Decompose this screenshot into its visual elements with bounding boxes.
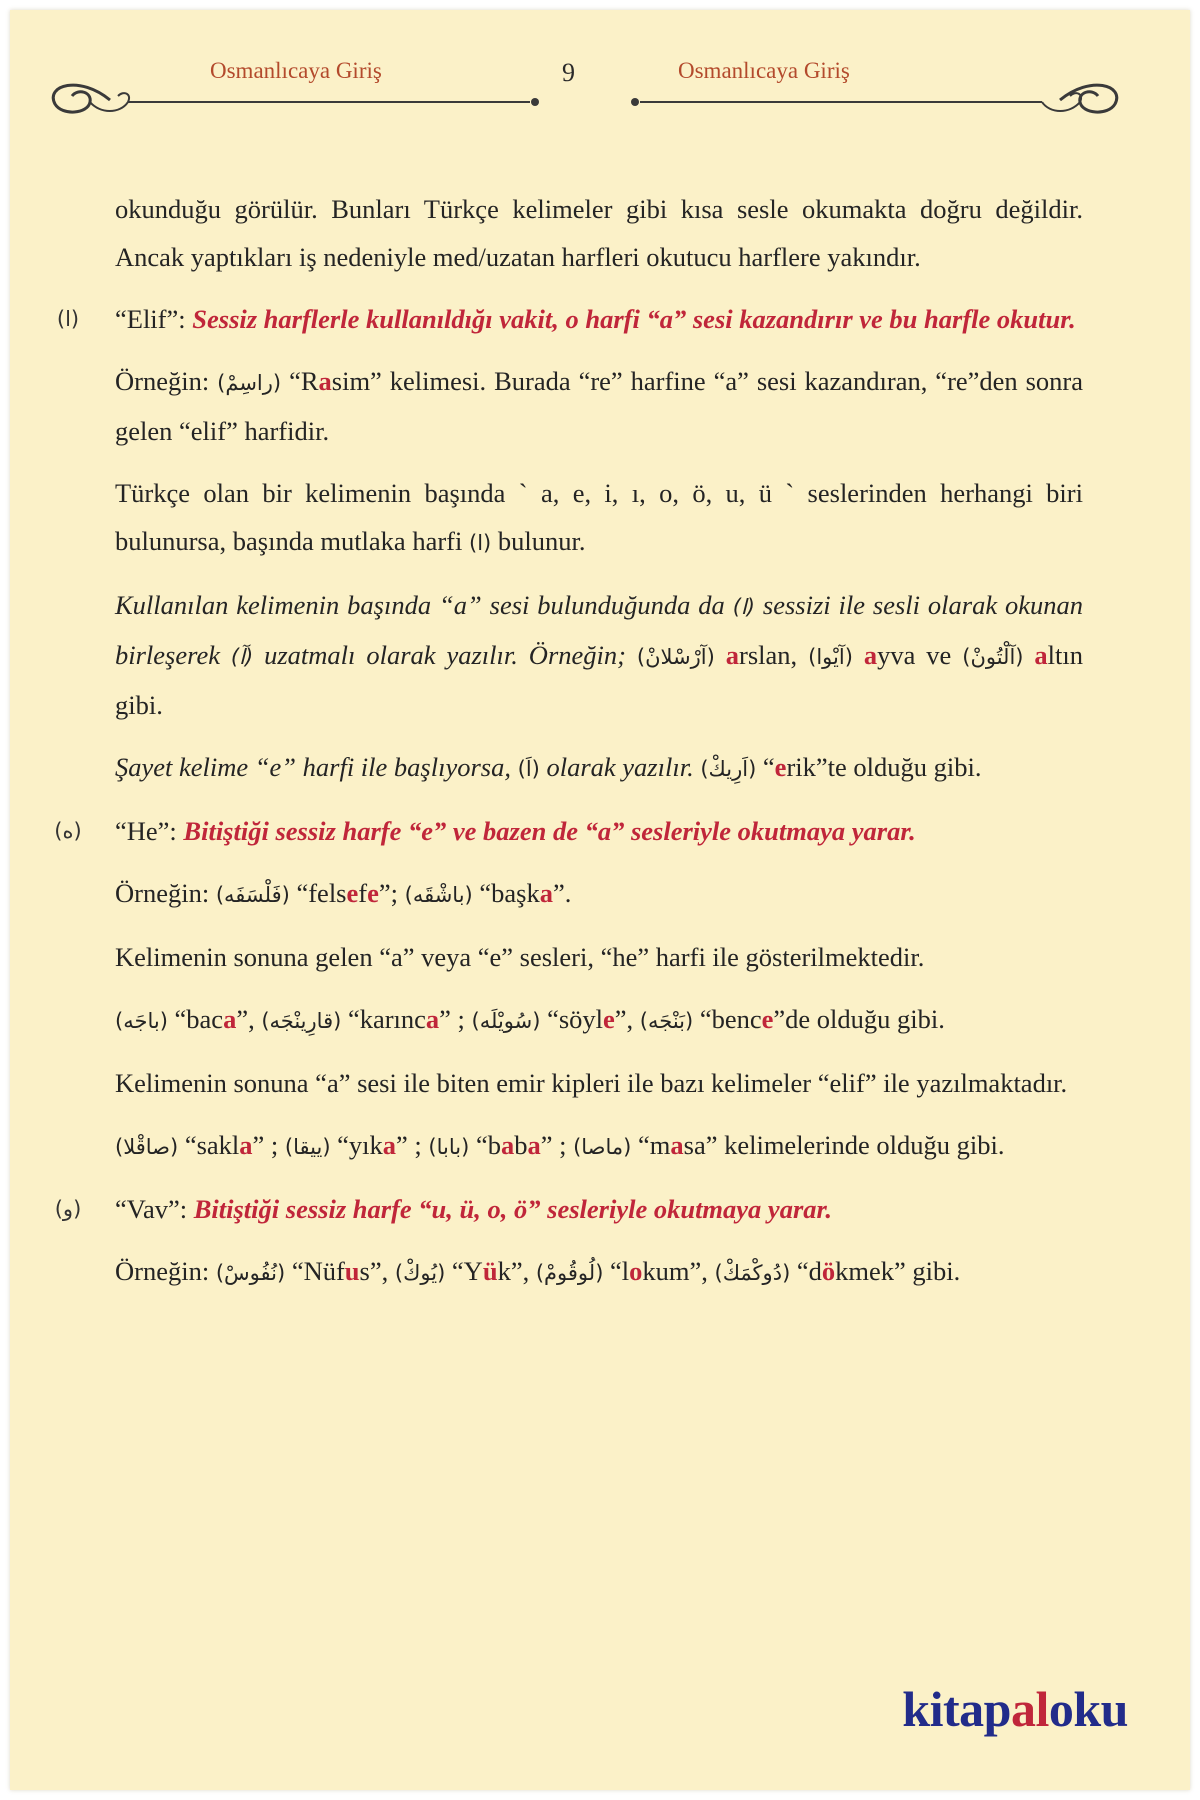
text-fragment: Kullanılan kelimenin başında “a” sesi bulunduğunda da (115, 590, 725, 620)
vav-rule-text: Bitiştiği sessiz harfe “u, ü, o, ö” sesleriyle okutmaya yarar. (193, 1194, 832, 1224)
arabic-word: (آلْتُونْ) (962, 645, 1024, 669)
text-fragment: “R (289, 366, 319, 396)
highlight-letter: e (603, 1004, 615, 1034)
arabic-word: (ا) (732, 595, 755, 619)
text-fragment: ” ; (439, 1004, 465, 1034)
he-rule (54, 807, 1083, 855)
text-fragment: “fels (296, 878, 347, 908)
text-fragment: “sakl (184, 1130, 240, 1160)
text-fragment: “b (475, 1130, 501, 1160)
page-number: 9 (562, 58, 575, 87)
watermark-part: oku (1048, 1681, 1128, 1737)
text-fragment: ”, (236, 1004, 255, 1034)
highlight-letter: a (670, 1130, 684, 1160)
elif-rule-text: Sessiz harflerle kullanıldığı vakit, o harfi “a” sesi kazandırır ve bu harfle okutur. (192, 304, 1076, 334)
arabic-word: (آ) (230, 645, 254, 669)
text-fragment: rslan, (739, 640, 798, 670)
text-fragment: “benc (699, 1004, 762, 1034)
text-fragment: “ (762, 752, 775, 782)
header-ornament-left (40, 80, 560, 120)
he-name: “He”: (115, 816, 177, 846)
text-fragment: “Y (451, 1256, 483, 1286)
text-fragment: “m (638, 1130, 671, 1160)
header-ornament-right (610, 80, 1130, 120)
text-fragment: ”; (378, 878, 398, 908)
text-fragment: “d (796, 1256, 822, 1286)
he-note: Kelimenin sonuna gelen “a” veya “e” sesleri, “he” harfi ile gösterilmektedir. (115, 942, 925, 972)
arabic-word: (ييقا) (284, 1135, 331, 1159)
highlight-letter: e (346, 878, 359, 908)
elif-sayet (115, 743, 1083, 793)
highlight-letter: ü (482, 1256, 498, 1286)
he-rule-text: Bitiştiği sessiz harfe “e” ve bazen de “a” sesleriyle okutmaya yarar. (183, 816, 916, 846)
text-fragment: kmek” gibi. (835, 1256, 961, 1286)
highlight-letter: a (1034, 640, 1048, 670)
book-page (10, 10, 1190, 1790)
highlight-letter: e (367, 878, 379, 908)
highlight-letter: a (223, 1004, 237, 1034)
arabic-word: (باجَه) (115, 1009, 168, 1033)
arabic-word: (اَرِيكْ) (700, 757, 757, 781)
text-fragment: rik”te olduğu gibi. (786, 752, 982, 782)
text-fragment: sessizi ile sesli olarak okunan birleşerek (115, 590, 1084, 670)
highlight-letter: a (382, 1130, 397, 1160)
elif-italic-note (115, 581, 1083, 729)
arabic-word: (بابا) (428, 1135, 470, 1159)
text-fragment: sa” kelimelerinde olduğu gibi. (683, 1130, 1005, 1160)
vav-name: “Vav”: (115, 1194, 188, 1224)
highlight-letter: a (500, 1130, 515, 1160)
highlight-letter: a (318, 366, 332, 396)
watermark-logo (902, 1680, 1128, 1738)
highlight-letter: o (629, 1256, 643, 1286)
arabic-word: (ماصا) (573, 1135, 632, 1159)
text-fragment: bulunur. (497, 526, 586, 556)
header-title-right: Osmanlıcaya Giriş (678, 58, 850, 83)
vav-marker: (و) (54, 1197, 82, 1221)
text-fragment: “l (610, 1256, 630, 1286)
arabic-word: (آرْسْلانْ) (636, 645, 715, 669)
arabic-word: (بَنْجَه) (639, 1009, 694, 1033)
arabic-word: (باشْقَه) (404, 883, 473, 907)
paragraph-intro: okunduğu görülür. Bunları Türkçe kelimeler gibi kısa sesle okumakta doğru değildir. Ancak yaptıkları iş nedeniyle med/uzatan harfleri okutucu harflere yakındır. (115, 194, 1083, 272)
highlight-letter: a (863, 640, 878, 670)
text-fragment: olarak yazılır. (546, 752, 694, 782)
he-example (115, 869, 1083, 919)
example-label: Örneğin: (115, 366, 210, 396)
he-examples (115, 995, 1083, 1045)
text-fragment: s”, (359, 1256, 389, 1286)
example-label: Örneğin: (115, 878, 210, 908)
highlight-letter: ö (821, 1256, 836, 1286)
elif-rule (56, 295, 1083, 343)
text-fragment: b (514, 1130, 528, 1160)
text-fragment: ”de olduğu gibi. (773, 1004, 945, 1034)
text-fragment: “yık (337, 1130, 383, 1160)
text-fragment: “karınc (347, 1004, 426, 1034)
arabic-word: (اَ) (517, 757, 540, 781)
text-fragment: k”, (497, 1256, 530, 1286)
vav-rule (54, 1185, 1083, 1233)
arabic-word: (لُوقُومْ) (535, 1261, 604, 1285)
text-fragment: yva ve (877, 640, 952, 670)
header-title-left: Osmanlıcaya Giriş (210, 58, 382, 83)
text-fragment: Şayet kelime “e” harfi ile başlıyorsa, (115, 752, 511, 782)
text-fragment: ” ; (252, 1130, 279, 1160)
watermark-part: kitap (902, 1681, 1011, 1737)
elif-name: “Elif”: (115, 304, 186, 334)
highlight-letter: a (725, 640, 740, 670)
page-header (10, 10, 1190, 140)
highlight-letter: e (774, 752, 787, 782)
highlight-letter: a (539, 878, 553, 908)
watermark-part: al (1010, 1681, 1049, 1737)
text-fragment: uzatmalı olarak yazılır. Örneğin; (264, 640, 626, 670)
arabic-word: (صاقْلا) (115, 1135, 179, 1159)
text-fragment: ” ; (540, 1130, 567, 1160)
he-marker: (ه) (54, 819, 82, 843)
arabic-word: (يُوكْ) (394, 1261, 446, 1285)
text-fragment: ltın gibi. (115, 640, 1084, 720)
elif-marker: (ا) (56, 307, 80, 331)
vav-example (115, 1247, 1083, 1297)
text-fragment: “başk (479, 878, 540, 908)
page-body (54, 185, 1084, 1311)
text-fragment: ” ; (396, 1130, 422, 1160)
arabic-word: (قارِينْجَه) (261, 1009, 342, 1033)
text-fragment: f (358, 878, 368, 908)
elif-example (115, 357, 1083, 455)
highlight-letter: a (239, 1130, 253, 1160)
text-fragment: sim” kelimesi. Burada “re” harfine “a” sesi kazandıran, “re”den sonra gelen “elif” harfidir. (115, 366, 1084, 446)
text-fragment: “bac (174, 1004, 224, 1034)
text-fragment: “Nüf (291, 1256, 345, 1286)
arabic-word: (فَلْسَفَه) (215, 883, 290, 907)
he-note-2: Kelimenin sonuna “a” sesi ile biten emir kipleri ile bazı kelimeler “elif” ile yazılmaktadır. (115, 1068, 1068, 1098)
elif-note (115, 469, 1083, 567)
text-fragment: kum”, (642, 1256, 708, 1286)
arabic-word: (راسِمْ) (217, 371, 282, 395)
text-fragment: Türkçe olan bir kelimenin başında ` a, e, i, ı, o, ö, u, ü ` seslerinden herhangi biri bulunursa, başında mutlaka harfi (115, 478, 1083, 556)
example-label: Örneğin: (115, 1256, 210, 1286)
arabic-word: (نُفُوسْ) (215, 1261, 286, 1285)
text-fragment: “söyl (547, 1004, 604, 1034)
arabic-word: (ا) (468, 531, 492, 555)
arabic-word: (دُوكْمَكْ) (714, 1261, 791, 1285)
arabic-word: (سُويْلَه) (471, 1009, 541, 1033)
highlight-letter: u (344, 1256, 360, 1286)
arabic-word: (آيْوا) (808, 645, 853, 669)
text-fragment: ”. (552, 878, 572, 908)
highlight-letter: a (425, 1004, 440, 1034)
text-fragment: ”, (614, 1004, 634, 1034)
highlight-letter: a (527, 1130, 541, 1160)
he-examples-2 (115, 1121, 1083, 1171)
highlight-letter: e (761, 1004, 774, 1034)
